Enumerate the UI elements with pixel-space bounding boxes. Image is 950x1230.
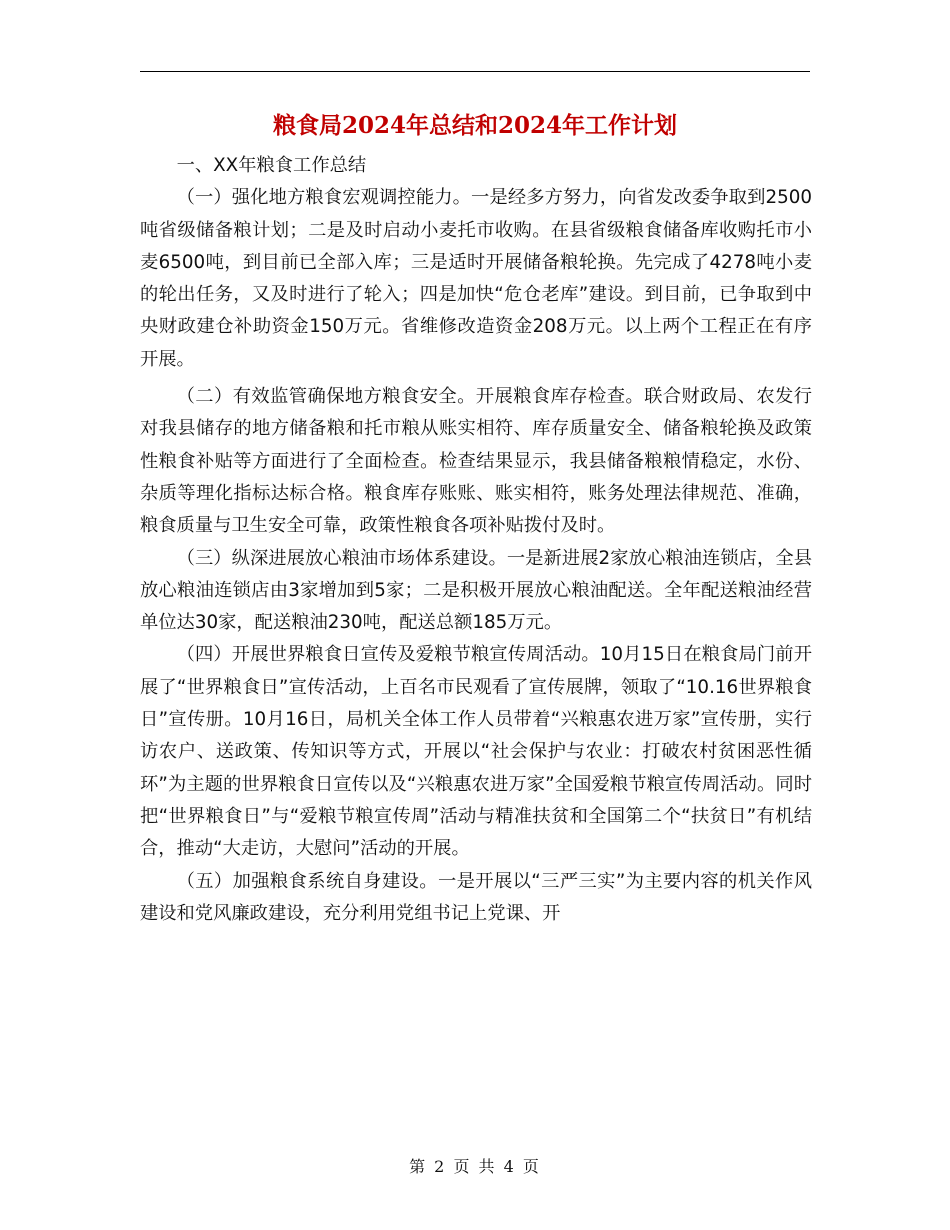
footer-prefix: 第 [409, 1157, 428, 1176]
paragraph-5: （五）加强粮食系统自身建设。一是开展以“三严三实”为主要内容的机关作风建设和党风廉政建设，充分利用党组书记上党课、开 [140, 870, 812, 924]
footer-suffix: 页 [522, 1157, 541, 1176]
document-body [140, 150, 812, 930]
footer-page-number: 2 [434, 1157, 447, 1176]
section-heading: 一、XX年粮食工作总结 [176, 155, 367, 176]
page-footer [0, 1154, 950, 1177]
header-rule [140, 71, 810, 72]
paragraph-4: （四）开展世界粮食日宣传及爱粮节粮宣传周活动。10月15日在粮食局门前开展了“世界粮食日”宣传活动，上百名市民观看了宣传展牌，领取了“10.16世界粮食日”宣传册。10月16日，局机关全体工作人员带着“兴粮惠农进万家”宣传册，实行访农户、送政策、传知识等方式，开展以“社会保护与农业：打破农村贫困恶性循环”为主题的世界粮食日宣传以及“兴粮惠农进万家”全国爱粮节粮宣传周活动。同时把“世界粮食日”与“爱粮节粮宣传周”活动与精准扶贫和全国第二个“扶贫日”有机结合，推动“大走访，大慰问”活动的开展。 [140, 644, 812, 860]
paragraph-1: （一）强化地方粮食宏观调控能力。一是经多方努力，向省发改委争取到2500吨省级储备粮计划；二是及时启动小麦托市收购。在县省级粮食储备库收购托市小麦6500吨，到目前已全部入库；三是适时开展储备粮轮换。先完成了4278吨小麦的轮出任务，又及时进行了轮入；四是加快“危仓老库”建设。到目前，已争取到中央财政建仓补助资金150万元。省维修改造资金208万元。以上两个工程正在有序开展。 [140, 187, 812, 370]
paragraph-2: （二）有效监管确保地方粮食安全。开展粮食库存检查。联合财政局、农发行对我县储存的地方储备粮和托市粮从账实相符、库存质量安全、储备粮轮换及政策性粮食补贴等方面进行了全面检查。检查结果显示，我县储备粮粮情稳定，水份、杂质等理化指标达标合格。粮食库存账账、账实相符，账务处理法律规范、准确，粮食质量与卫生安全可靠，政策性粮食各项补贴拨付及时。 [140, 386, 812, 537]
footer-middle: 页 共 [453, 1157, 497, 1176]
document-title: 粮食局2024年总结和2024年工作计划 [272, 112, 678, 139]
paragraph-3: （三）纵深进展放心粮油市场体系建设。一是新进展2家放心粮油连锁店，全县放心粮油连锁店由3家增加到5家；二是积极开展放心粮油配送。全年配送粮油经营单位达30家，配送粮油230吨，配送总额185万元。 [140, 547, 812, 634]
footer-total-pages: 4 [503, 1157, 516, 1176]
